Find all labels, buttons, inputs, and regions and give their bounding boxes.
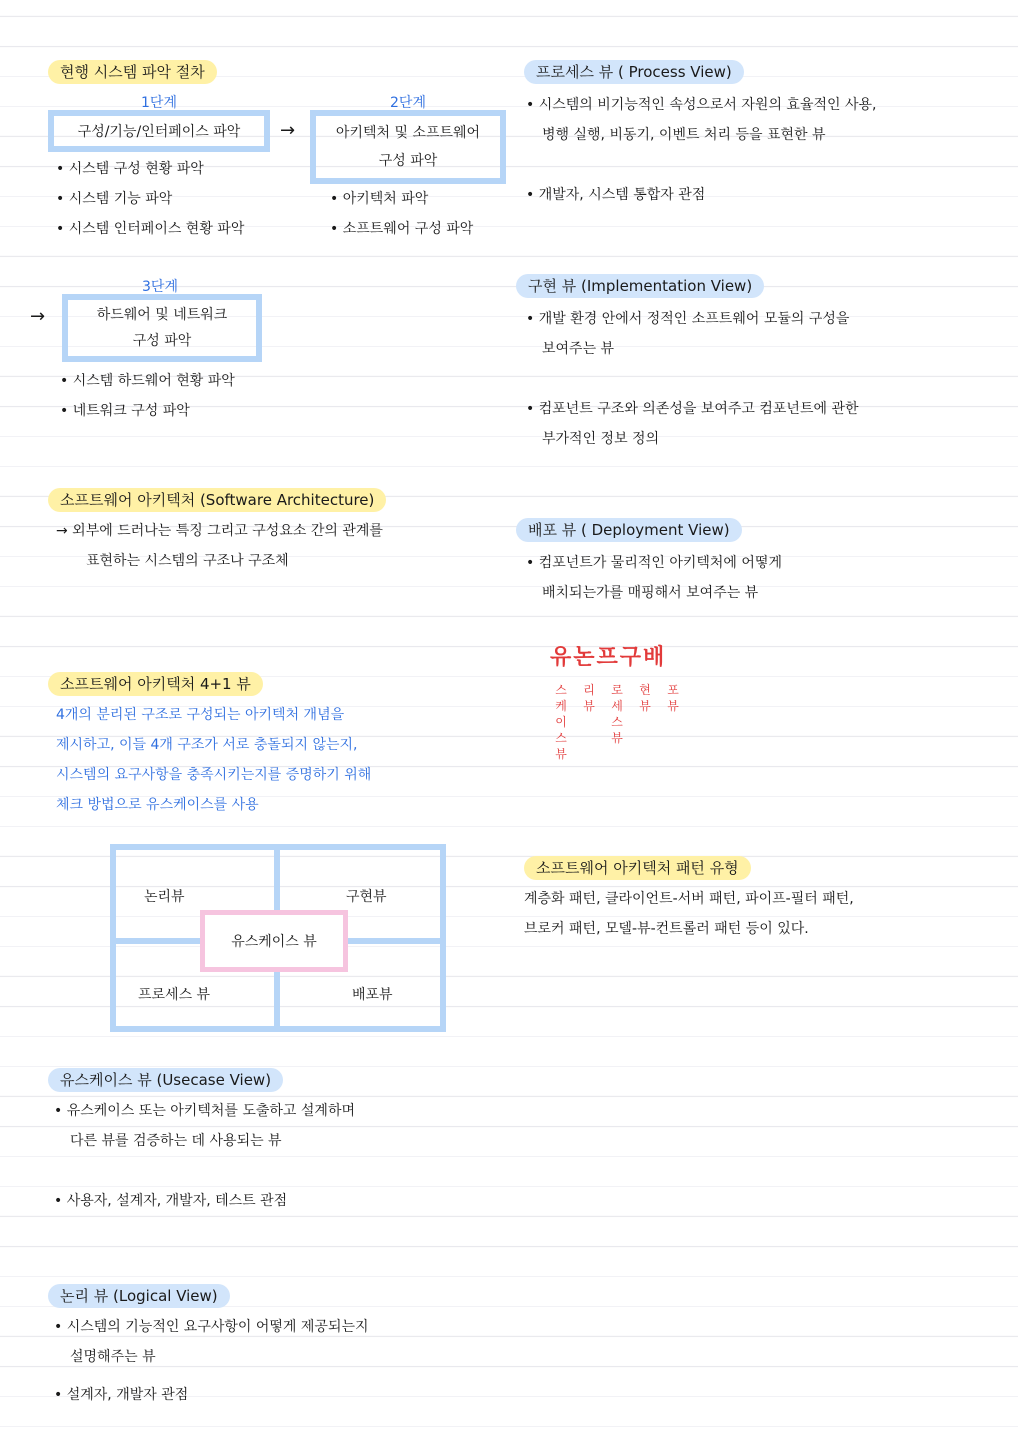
mnemonic-col <box>578 682 600 714</box>
impl-view-line3: • 컴포넌트 구조와 의존성을 보여주고 컴포넌트에 관한 <box>526 401 859 417</box>
mnemonic-word: 유논프구배 <box>550 645 667 670</box>
process-view-title: 프로세스 뷰 ( Process View) <box>524 60 744 84</box>
usecase-view-line3: • 사용자, 설계자, 개발자, 테스트 관점 <box>54 1193 287 1209</box>
mnemonic-char: 뷰 <box>611 731 623 745</box>
view41-diagram <box>110 844 446 1032</box>
impl-view-line1: • 개발 환경 안에서 정적인 소프트웨어 모듈의 구성을 <box>526 304 859 334</box>
mnemonic-col <box>634 682 656 714</box>
stage2-list <box>330 184 473 244</box>
mnemonic-char: 스 <box>611 715 623 729</box>
mnemonic-char: 스 <box>555 731 567 745</box>
view41-body <box>56 700 371 820</box>
right-column <box>516 0 976 1440</box>
impl-view-line2: 보여주는 뷰 <box>542 341 615 357</box>
mnemonic-char: 스 <box>555 683 567 697</box>
process-view-body <box>526 90 876 210</box>
mnemonic-char: 로 <box>611 683 623 697</box>
patterns-body <box>524 884 854 944</box>
process-view-line2: 병행 실행, 비동기, 이벤트 처리 등을 표현한 뷰 <box>542 127 826 143</box>
diagram-implementation-view: 구현뷰 <box>346 889 387 905</box>
stage2-box <box>310 110 506 184</box>
mnemonic-char: 리 <box>583 683 595 697</box>
process-view-line1: • 시스템의 비기능적인 속성으로서 자원의 효율적인 사용, <box>526 90 876 120</box>
usecase-view-title: 유스케이스 뷰 (Usecase View) <box>48 1068 283 1092</box>
list-item: • 소프트웨어 구성 파악 <box>330 214 473 244</box>
view41-line: 시스템의 요구사항을 충족시키는지를 증명하기 위해 <box>56 767 372 783</box>
logical-view-line2: 설명해주는 뷰 <box>70 1349 156 1365</box>
usecase-view-line1: • 유스케이스 또는 아키텍처를 도출하고 설계하며 <box>54 1096 355 1126</box>
usecase-view-line2: 다른 뷰를 검증하는 데 사용되는 뷰 <box>70 1133 282 1149</box>
view41-title: 소프트웨어 아키텍처 4+1 뷰 <box>48 672 263 696</box>
mnemonic-col <box>550 682 572 762</box>
stage3-label: 3단계 <box>142 279 178 295</box>
view41-line: 체크 방법으로 유스케이스를 사용 <box>56 797 259 813</box>
mnemonic-char: 뷰 <box>667 699 679 713</box>
diagram-process-view: 프로세스 뷰 <box>138 987 211 1003</box>
mnemonic-char: 현 <box>639 683 651 697</box>
mnemonic-char: 뷰 <box>639 699 651 713</box>
deploy-view-title: 배포 뷰 ( Deployment View) <box>516 518 742 542</box>
stage3-box-line2: 구성 파악 <box>132 333 192 349</box>
diagram-deployment-view: 배포뷰 <box>352 987 393 1003</box>
stage1-list <box>56 154 244 244</box>
mnemonic-col <box>606 682 628 746</box>
logical-view-line1: • 시스템의 기능적인 요구사항이 어떻게 제공되는지 <box>54 1312 369 1342</box>
procedure-title: 현행 시스템 파악 절차 <box>48 60 217 84</box>
mnemonic-char: 포 <box>667 683 679 697</box>
diagram-usecase-view <box>200 910 348 972</box>
deploy-view-line1: • 컴포넌트가 물리적인 아키텍처에 어떻게 <box>526 548 782 578</box>
left-column <box>30 0 508 1440</box>
mnemonic-col <box>662 682 684 714</box>
mnemonic-char: 뷰 <box>555 747 567 761</box>
stage2-box-line1: 아키텍처 및 소프트웨어 <box>335 125 481 141</box>
patterns-line2: 브로커 패턴, 모델-뷰-컨트롤러 패턴 등이 있다. <box>524 921 809 937</box>
mnemonic-char: 세 <box>611 699 623 713</box>
sw-arch-title: 소프트웨어 아키텍처 (Software Architecture) <box>48 488 386 512</box>
mnemonic-char: 케 <box>555 699 567 713</box>
mnemonic-char: 뷰 <box>583 699 595 713</box>
view41-line: 4개의 분리된 구조로 구성되는 아키텍처 개념을 <box>56 707 345 723</box>
impl-view-body <box>526 304 859 454</box>
list-item: • 시스템 하드웨어 현황 파악 <box>60 366 235 396</box>
deploy-view-body <box>526 548 782 608</box>
stage2-label: 2단계 <box>390 95 426 111</box>
logical-view-title: 논리 뷰 (Logical View) <box>48 1284 230 1308</box>
logical-view-body <box>54 1312 369 1410</box>
impl-view-line4: 부가적인 정보 정의 <box>542 431 660 447</box>
list-item: • 시스템 구성 현황 파악 <box>56 154 244 184</box>
impl-view-title: 구현 뷰 (Implementation View) <box>516 274 764 298</box>
view41-line: 제시하고, 이들 4개 구조가 서로 충돌되지 않는지, <box>56 737 358 753</box>
stage3-list <box>60 366 235 426</box>
diagram-logical-view: 논리뷰 <box>144 889 185 905</box>
list-item: • 아키텍처 파악 <box>330 184 473 214</box>
stage1-label: 1단계 <box>141 95 177 111</box>
list-item: • 시스템 인터페이스 현황 파악 <box>56 214 244 244</box>
list-item: • 시스템 기능 파악 <box>56 184 244 214</box>
sw-arch-line2: 표현하는 시스템의 구조나 구조체 <box>86 553 289 569</box>
diagram-usecase-label: 유스케이스 뷰 <box>231 934 317 950</box>
arrow-icon: → <box>280 120 296 141</box>
patterns-line1: 계층화 패턴, 클라이언트-서버 패턴, 파이프-필터 패턴, <box>524 891 854 907</box>
stage1-box-text: 구성/기능/인터페이스 파악 <box>77 124 241 140</box>
arrow-icon: → <box>30 306 46 327</box>
sw-arch-line1: → 외부에 드러나는 특징 그리고 구성요소 간의 관계를 <box>56 523 383 539</box>
deploy-view-line2: 배치되는가를 매핑해서 보여주는 뷰 <box>542 585 759 601</box>
list-item: • 네트워크 구성 파악 <box>60 396 235 426</box>
sw-arch-body <box>56 516 383 576</box>
stage3-box-line1: 하드웨어 및 네트워크 <box>96 307 228 323</box>
stage2-box-line2: 구성 파악 <box>378 153 438 169</box>
patterns-title: 소프트웨어 아키텍처 패턴 유형 <box>524 856 751 880</box>
usecase-view-body <box>54 1096 355 1216</box>
stage3-box <box>62 294 262 362</box>
stage1-box <box>48 110 270 152</box>
mnemonic-char: 이 <box>555 715 567 729</box>
process-view-line3: • 개발자, 시스템 통합자 관점 <box>526 187 705 203</box>
logical-view-line3: • 설계자, 개발자 관점 <box>54 1387 188 1403</box>
